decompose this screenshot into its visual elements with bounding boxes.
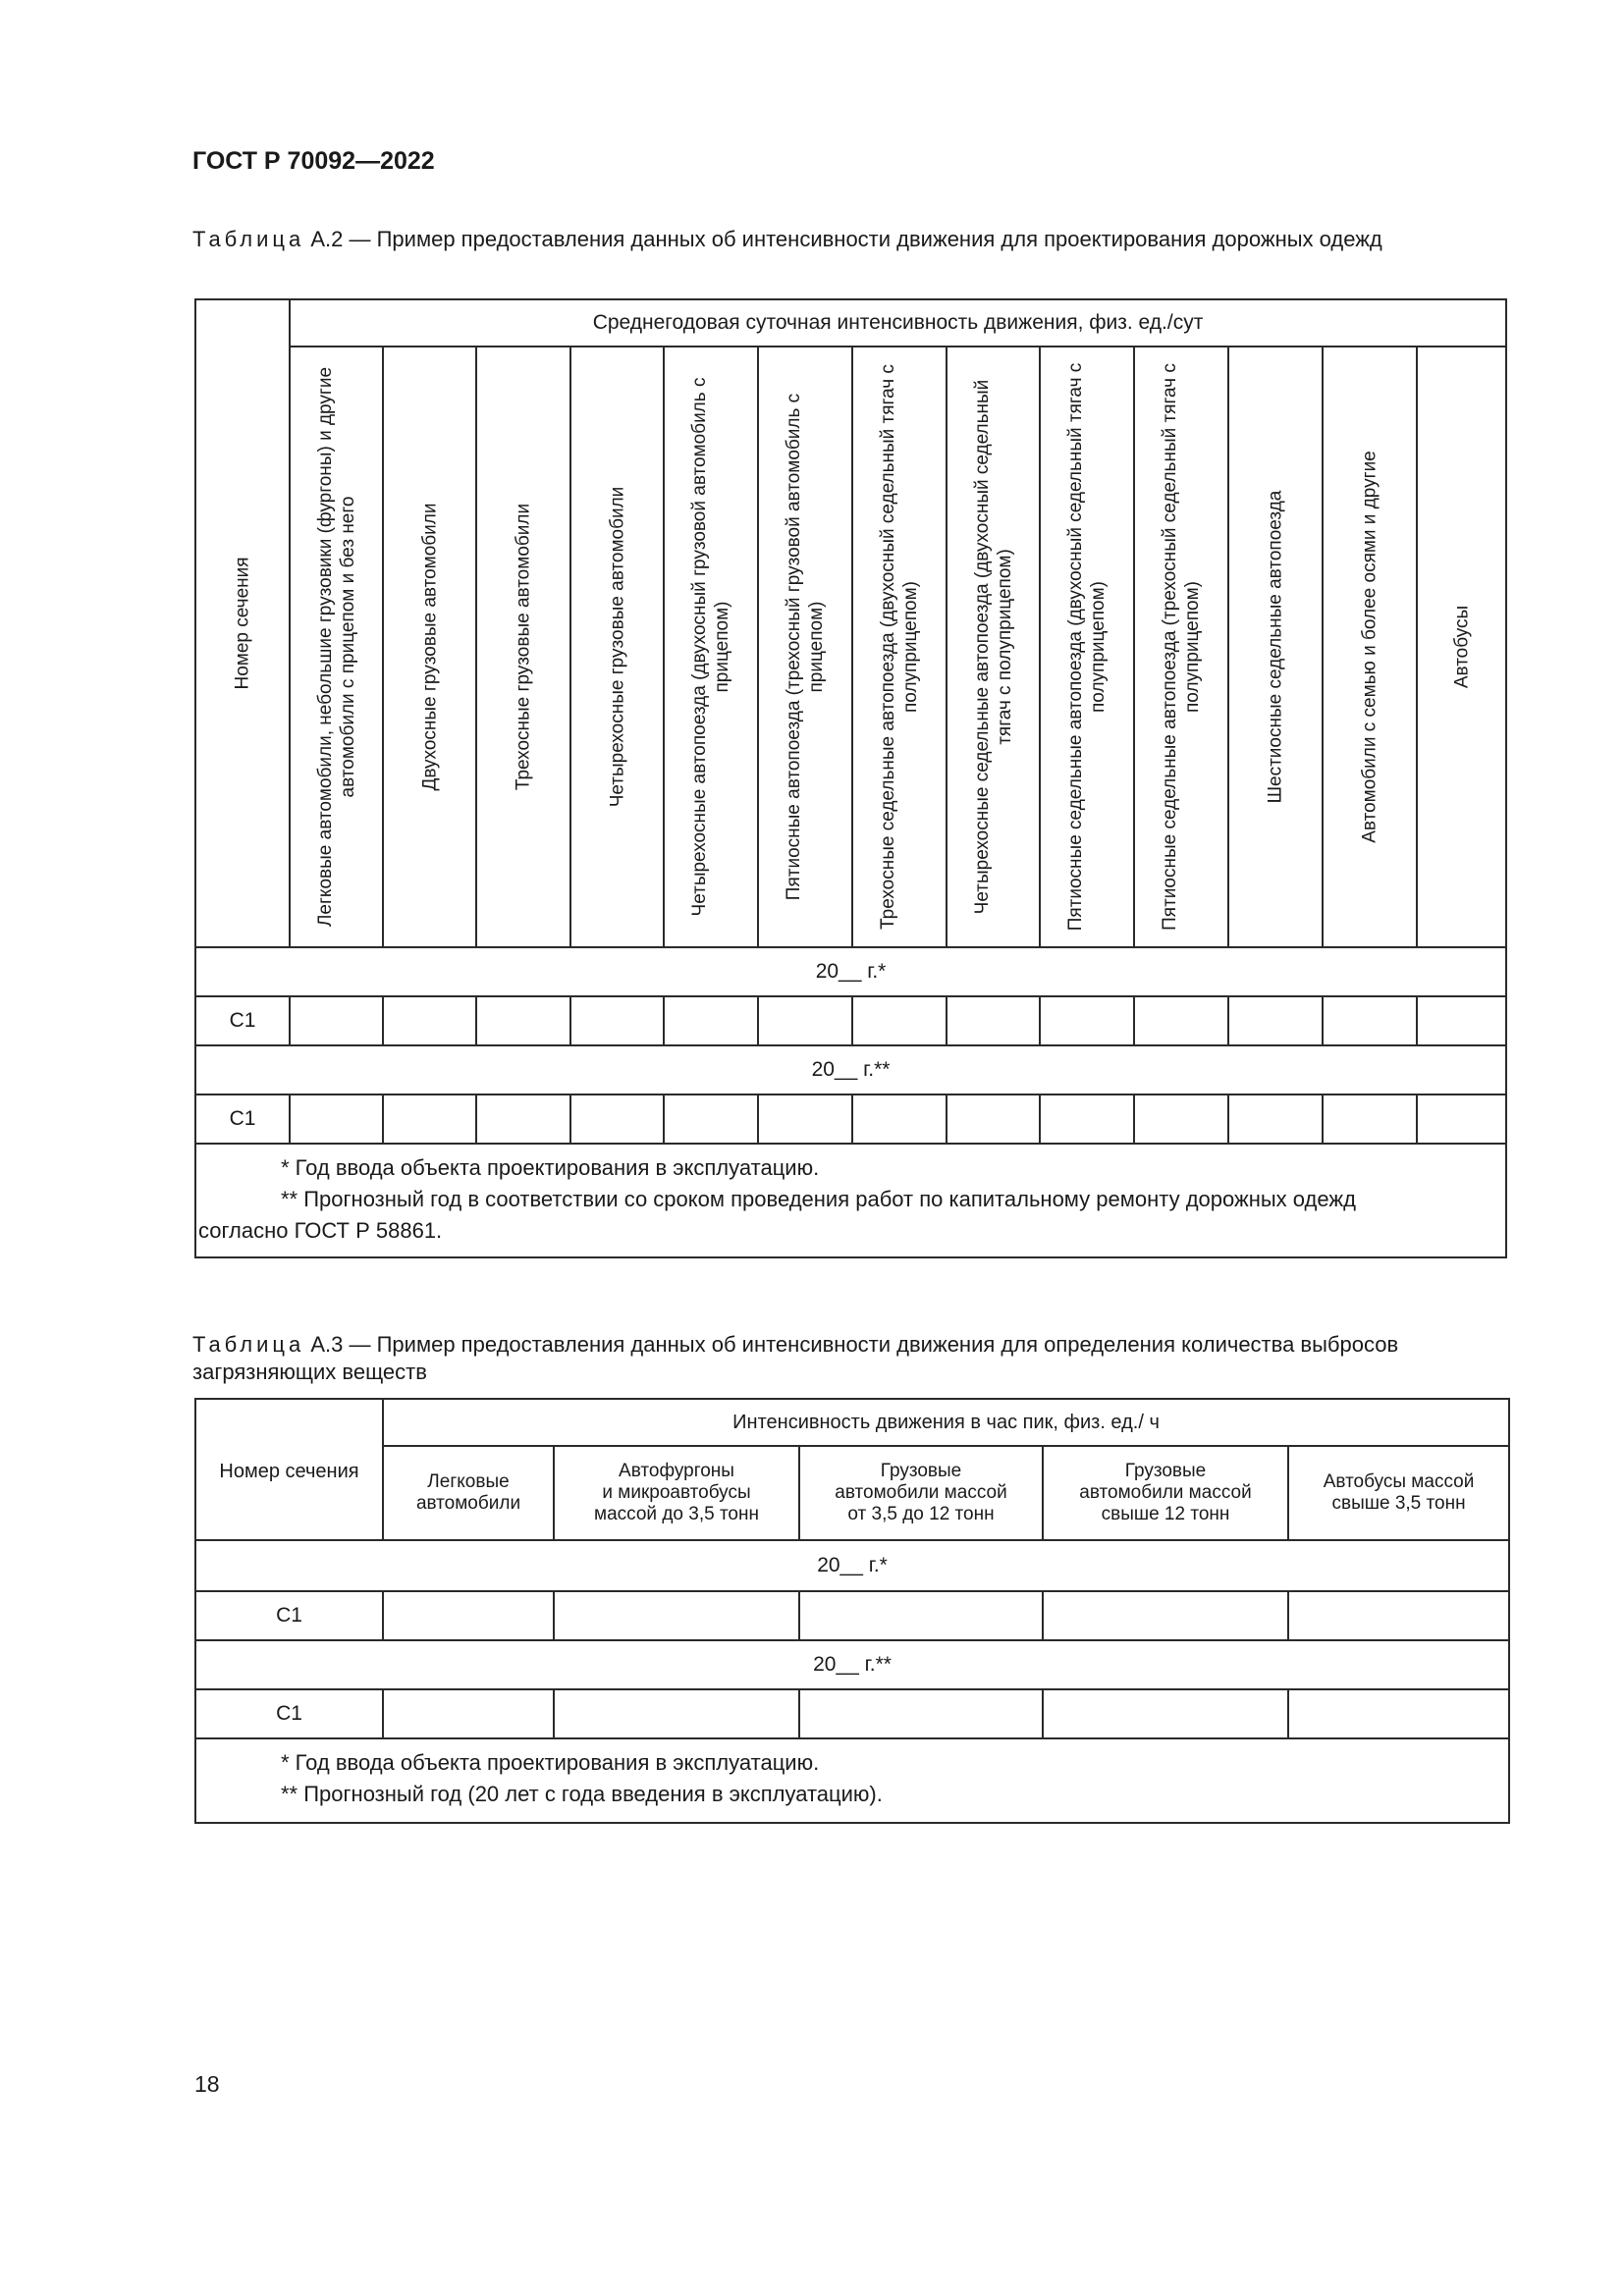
table-a2-col-header: Трехосные седельные автопоезда (двухосный седельный тягач с полуприцепом) — [852, 347, 947, 947]
table-a3-group-header: Интенсивность движения в час пик, физ. ед./ ч — [383, 1399, 1509, 1446]
table-a2-note: * Год ввода объекта проектирования в эксплуатацию. — [281, 1155, 820, 1180]
table-a2-notes — [195, 1144, 1506, 1257]
table-a3-notes — [195, 1738, 1509, 1823]
table-a2-row-header: Номер сечения — [195, 299, 290, 947]
table-a2-section-cell: С1 — [195, 996, 290, 1045]
table-a3-caption-label: Таблица — [192, 1332, 305, 1357]
table-a2-col-header: Пятиосные седельные автопоезда (трехосный седельный тягач с полуприцепом) — [1134, 347, 1228, 947]
table-a3-col-header: Легковые автомобили — [383, 1446, 554, 1540]
table-a2-caption — [192, 226, 1508, 253]
table-a3-section-cell: С1 — [195, 1591, 383, 1640]
table-a3-year-row: 20__ г.* — [195, 1540, 1509, 1591]
table-a3-col-header: Грузовые автомобили массой от 3,5 до 12 тонн — [799, 1446, 1043, 1540]
table-row — [195, 996, 1506, 1045]
table-a2-col-header: Пятиосные седельные автопоезда (двухосный седельный тягач с полуприцепом) — [1040, 347, 1134, 947]
table-a2-col-header: Четырехосные грузовые автомобили — [570, 347, 664, 947]
table-a3-year-row: 20__ г.** — [195, 1640, 1509, 1689]
table-a3 — [194, 1398, 1510, 1824]
table-a2-year-row: 20__ г.** — [195, 1045, 1506, 1095]
table-a3-note: * Год ввода объекта проектирования в эксплуатацию. — [281, 1750, 820, 1775]
table-a2-col-header: Двухосные грузовые автомобили — [383, 347, 476, 947]
table-a2 — [194, 298, 1507, 1258]
table-a2-caption-label: Таблица — [192, 227, 305, 251]
table-a2-col-header: Автобусы — [1417, 347, 1506, 947]
table-a3-note: ** Прогнозный год (20 лет с года введения в эксплуатацию). — [281, 1782, 883, 1806]
table-a2-note: ** Прогнозный год в соответствии со сроком проведения работ по капитальному ремонту дорожных одежд — [281, 1187, 1356, 1211]
document-code: ГОСТ Р 70092—2022 — [192, 147, 435, 175]
table-a2-note: согласно ГОСТ Р 58861. — [198, 1218, 443, 1243]
table-a2-col-header: Автомобили с семью и более осями и другие — [1323, 347, 1417, 947]
table-a2-group-header: Среднегодовая суточная интенсивность движения, физ. ед./сут — [290, 299, 1506, 347]
table-a2-col-header: Пятиосные автопоезда (трехосный грузовой автомобиль с прицепом) — [758, 347, 852, 947]
table-a2-col-header: Легковые автомобили, небольшие грузовики (фургоны) и другие автомобили с прицепом и без него — [290, 347, 383, 947]
table-a2-col-header: Шестиосные седельные автопоезда — [1228, 347, 1323, 947]
table-a3-row-header: Номер сечения — [195, 1399, 383, 1540]
table-row — [195, 1591, 1509, 1640]
table-a2-col-header: Четырехосные автопоезда (двухосный грузовой автомобиль с прицепом) — [664, 347, 758, 947]
table-a2-col-header: Четырехосные седельные автопоезда (двухосный седельный тягач с полуприцепом) — [947, 347, 1040, 947]
table-a2-col-header: Трехосные грузовые автомобили — [476, 347, 570, 947]
table-a3-col-header: Грузовые автомобили массой свыше 12 тонн — [1043, 1446, 1288, 1540]
table-a3-caption-text: А.3 — Пример предоставления данных об интенсивности движения для определения количества выбросов загрязняющих веществ — [192, 1332, 1399, 1384]
table-row — [195, 1689, 1509, 1738]
table-a2-year-row: 20__ г.* — [195, 947, 1506, 996]
table-a3-section-cell: С1 — [195, 1689, 383, 1738]
table-a3-caption — [192, 1331, 1508, 1386]
table-a3-col-header: Автофургоны и микроавтобусы массой до 3,5 тонн — [554, 1446, 799, 1540]
table-a3-col-header: Автобусы массой свыше 3,5 тонн — [1288, 1446, 1509, 1540]
table-a2-section-cell: С1 — [195, 1095, 290, 1144]
table-a2-caption-text: А.2 — Пример предоставления данных об интенсивности движения для проектирования дорожных одежд — [304, 227, 1382, 251]
page-number: 18 — [194, 2071, 220, 2097]
table-row — [195, 1095, 1506, 1144]
